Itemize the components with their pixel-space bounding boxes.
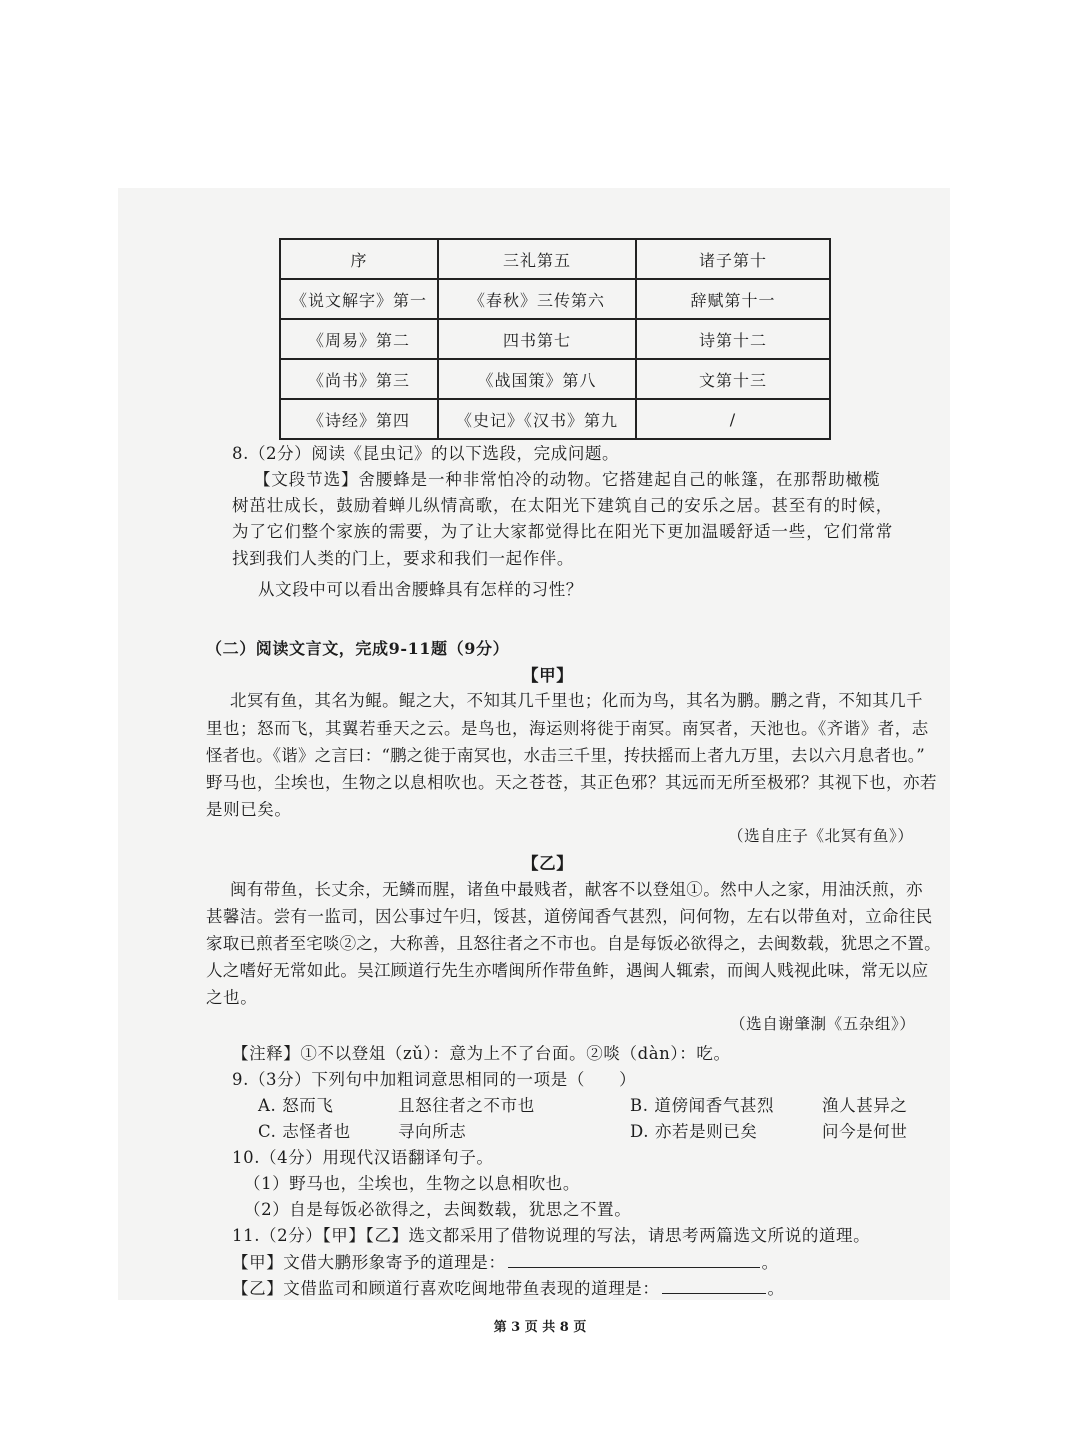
table-row [280, 279, 830, 319]
table-row [280, 239, 830, 279]
q9-option-a-compare: 且怒往者之不市也 [398, 1096, 535, 1115]
q9-option-b-compare: 渔人甚异之 [822, 1096, 908, 1115]
yi-source: （选自谢肇淛《五杂组》） [730, 1015, 916, 1033]
q8-para-line: 【文段节选】舍腰蜂是一种非常怕冷的动物。它搭建起自己的帐篷，在那帮助橄榄 [254, 470, 881, 489]
table-cell: 《尚书》第三 [280, 359, 438, 399]
q11-title: 11.（2分）【甲】【乙】选文都采用了借物说理的写法，请思考两篇选文所说的道理。 [232, 1226, 871, 1245]
notes: 【注释】①不以登俎（zǔ）：意为上不了台面。②啖（dàn）：吃。 [232, 1044, 731, 1063]
jia-text-line: 是则已矣。 [206, 800, 292, 819]
q9-option-d: D. 亦若是则已矣 [630, 1122, 758, 1141]
q10-title: 10.（4分）用现代汉语翻译句子。 [232, 1148, 494, 1167]
q10-item: （2）自是每饭必欲得之，去闽数载，犹思之不置。 [244, 1200, 632, 1219]
end-mark: 。 [767, 1279, 785, 1298]
yi-text-line: 闽有带鱼，长丈余，无鳞而腥，诸鱼中最贱者，献客不以登俎①。然中人之家，用油沃煎，亦 [230, 880, 923, 899]
toc-table [279, 238, 831, 440]
yi-text-line: 之也。 [206, 988, 258, 1007]
q9-option-c: C. 志怪者也 [258, 1122, 351, 1141]
table-cell: / [636, 399, 830, 439]
yi-label: 【乙】 [522, 854, 574, 873]
q11-yi-answer [232, 1275, 785, 1299]
q11-jia-prompt: 【甲】文借大鹏形象寄予的道理是： [232, 1253, 506, 1272]
table-cell: 《说文解字》第一 [280, 279, 438, 319]
table-row [280, 399, 830, 439]
jia-text-line: 野马也，尘埃也，生物之以息相吹也。天之苍苍，其正色邪？其远而无所至极邪？其视下也，亦若 [206, 773, 937, 792]
yi-text-line: 甚馨洁。尝有一监司，因公事过午归，馁甚，道傍闻香气甚烈，问何物，左右以带鱼对，立命往民 [206, 907, 933, 926]
q11-jia-answer [232, 1249, 779, 1273]
yi-text-line: 人之嗜好无常如此。吴江顾道行先生亦嗜闽所作带鱼鲊，遇闽人辄索，而闽人贱视此味，常无以应 [206, 961, 929, 980]
table-cell: 《诗经》第四 [280, 399, 438, 439]
jia-label: 【甲】 [522, 666, 574, 685]
table-cell: 诗第十二 [636, 319, 830, 359]
jia-text-line: 北冥有鱼，其名为鲲。鲲之大，不知其几千里也；化而为鸟，其名为鹏。鹏之背，不知其几千 [230, 691, 923, 710]
table-cell: 序 [280, 239, 438, 279]
jia-text-line: 怪者也。《谐》之言曰：“鹏之徙于南冥也，水击三千里，抟扶摇而上者九万里，去以六月息者也。” [206, 746, 925, 765]
section-heading: （二）阅读文言文，完成9-11题（9分） [206, 639, 510, 658]
q8-para-line: 为了它们整个家族的需要，为了让大家都觉得比在阳光下更加温暖舒适一些，它们常常 [232, 522, 894, 541]
table-row [280, 359, 830, 399]
q8-para-line: 找到我们人类的门上，要求和我们一起作伴。 [232, 549, 574, 568]
q9-option-c-compare: 寻向所志 [398, 1122, 467, 1141]
table-cell: 四书第七 [438, 319, 636, 359]
table-cell: 辞赋第十一 [636, 279, 830, 319]
table-cell: 诸子第十 [636, 239, 830, 279]
table-row [280, 319, 830, 359]
q9-title: 9.（3分）下列句中加粗词意思相同的一项是（ ） [232, 1070, 637, 1089]
q8-question: 从文段中可以看出舍腰蜂具有怎样的习性？ [258, 580, 583, 599]
table-cell: 《春秋》三传第六 [438, 279, 636, 319]
answer-blank[interactable] [662, 1279, 766, 1294]
table-cell: 《周易》第二 [280, 319, 438, 359]
table-cell: 文第十三 [636, 359, 830, 399]
answer-blank[interactable] [508, 1253, 760, 1268]
q8-para-line: 树茁壮成长，鼓励着蝉儿纵情高歌，在太阳光下建筑自己的安乐之居。甚至有的时候， [232, 496, 894, 515]
q9-option-b: B. 道傍闻香气甚烈 [630, 1096, 775, 1115]
page-footer: 第 3 页 共 8 页 [493, 1320, 587, 1335]
jia-source: （选自庄子《北冥有鱼》） [728, 827, 914, 845]
q11-yi-prompt: 【乙】文借监司和顾道行喜欢吃闽地带鱼表现的道理是： [232, 1279, 660, 1298]
table-cell: 《史记》《汉书》第九 [438, 399, 636, 439]
q8-title: 8.（2分）阅读《昆虫记》的以下选段，完成问题。 [232, 444, 620, 463]
q9-option-a: A. 怒而飞 [258, 1096, 334, 1115]
table-cell: 《战国策》第八 [438, 359, 636, 399]
end-mark: 。 [761, 1253, 779, 1272]
yi-text-line: 家取已煎者至宅啖②之，大称善，且怒往者之不市也。自是每饭必欲得之，去闽数载，犹思之不置。 [206, 934, 941, 953]
table-cell: 三礼第五 [438, 239, 636, 279]
q9-option-d-compare: 问今是何世 [822, 1122, 908, 1141]
jia-text-line: 里也；怒而飞，其翼若垂天之云。是鸟也，海运则将徙于南冥。南冥者，天池也。《齐谐》者，志 [206, 719, 929, 738]
q10-item: （1）野马也，尘埃也，生物之以息相吹也。 [244, 1174, 580, 1193]
